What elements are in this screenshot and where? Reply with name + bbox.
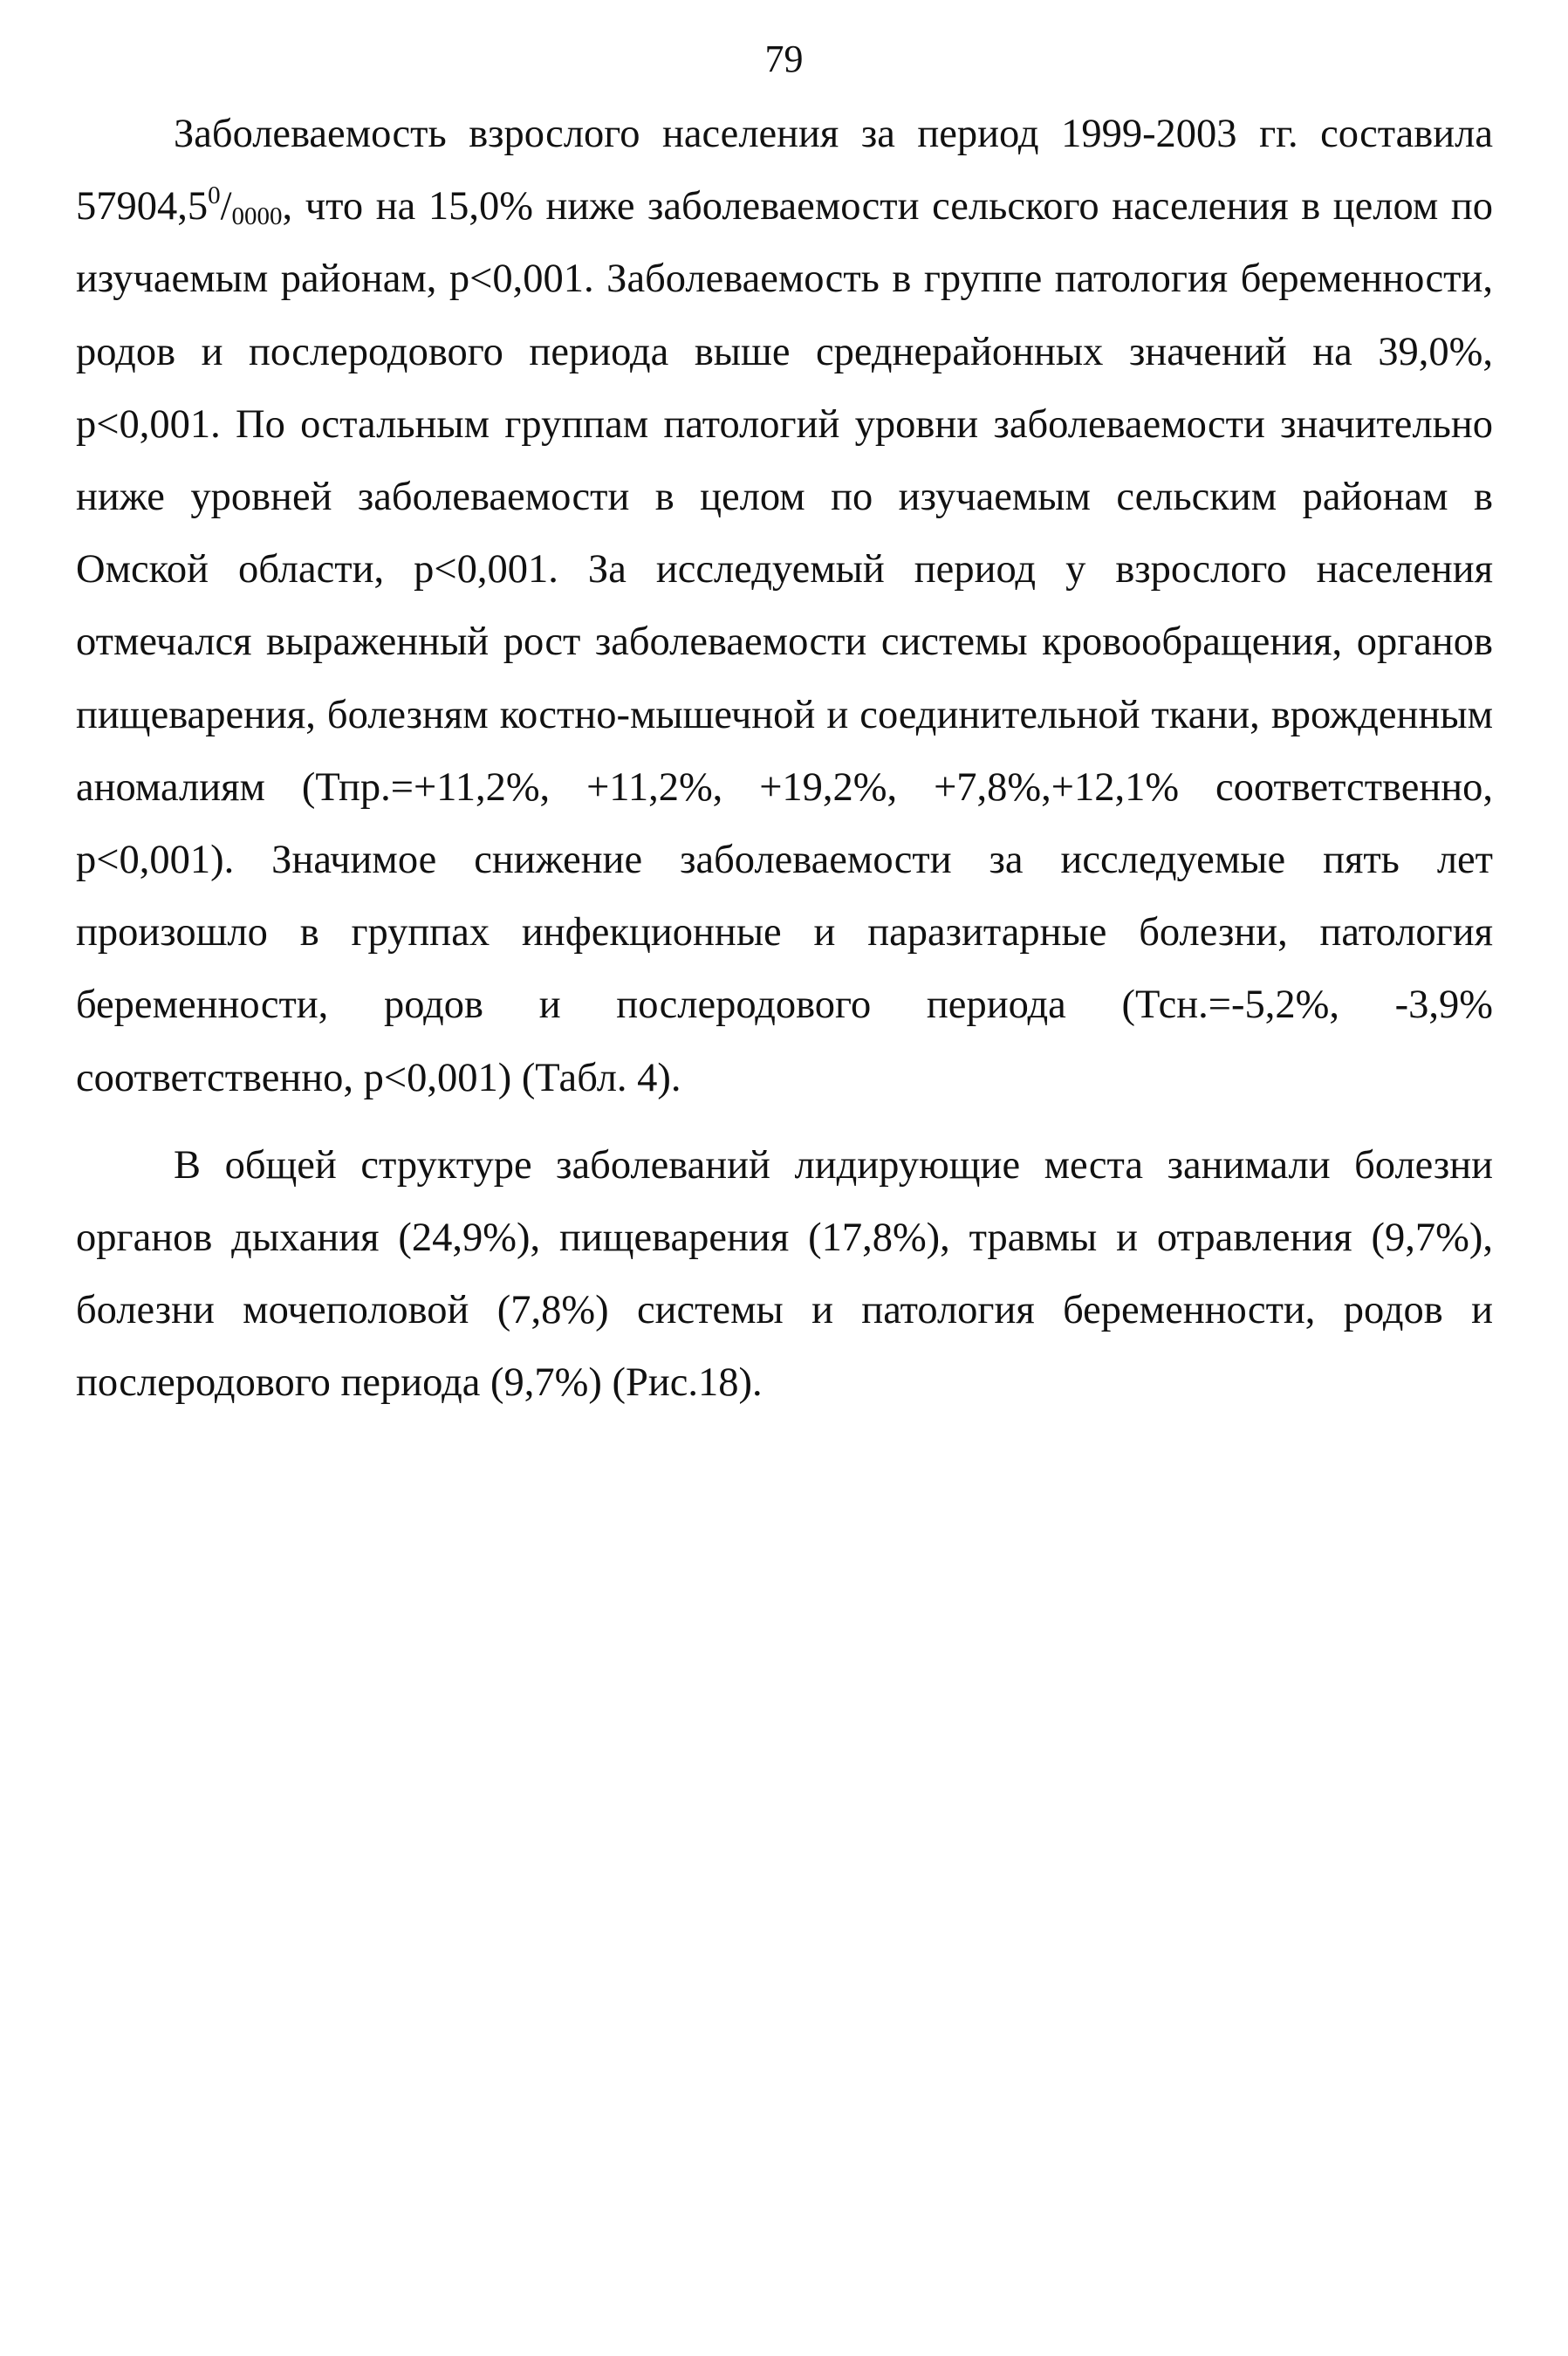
rate-slash: / [220, 184, 232, 229]
rate-subscript: 0000 [231, 202, 283, 231]
paragraph-text-lead: Заболеваемость взрослого населения за период 1999-2003 гг. составила 57904,5 [76, 112, 1493, 229]
rate-superscript: 0 [208, 181, 221, 210]
paragraph-morbidity-adult [76, 98, 1493, 1114]
body-text [76, 98, 1493, 1420]
paragraph-morbidity-structure: В общей структуре заболеваний лидирующие места занимали болезни органов дыхания (24,9%), пищеварения (17,8%), травмы и отравления (9,7%), болезни мочеполовой (7,8%) системы и патология беременности, родов и послеродового периода (9,7%) (Рис.18). [76, 1142, 1493, 1406]
page-number: 79 [764, 38, 804, 80]
paragraph-text-rest: , что на 15,0% ниже заболеваемости сельского населения в целом по изучаемым районам, р<0,001. Заболеваемость в группе патология беременности, родов и послеродового периода выше среднерайонных значений на 39,0%, р<0,001. По остальным группам патологий уровни заболеваемости значительно ниже уровней заболеваемости в целом по изучаемым сельским районам в Омской области, р<0,001. За исследуемый период у взрослого населения отмечался выраженный рост заболеваемости системы кровообращения, органов пищеварения, болезням костно-мышечной и соединительной ткани, врожденным аномалиям (Тпр.=+11,2%, +11,2%, +19,2%, +7,8%,+12,1% соответственно, р<0,001). Значимое снижение заболеваемости за исследуемые пять лет произошло в группах инфекционные и паразитарные болезни, патология беременности, родов и послеродового периода (Тсн.=-5,2%, -3,9% соответственно, р<0,001) (Табл. 4). [76, 184, 1493, 1100]
